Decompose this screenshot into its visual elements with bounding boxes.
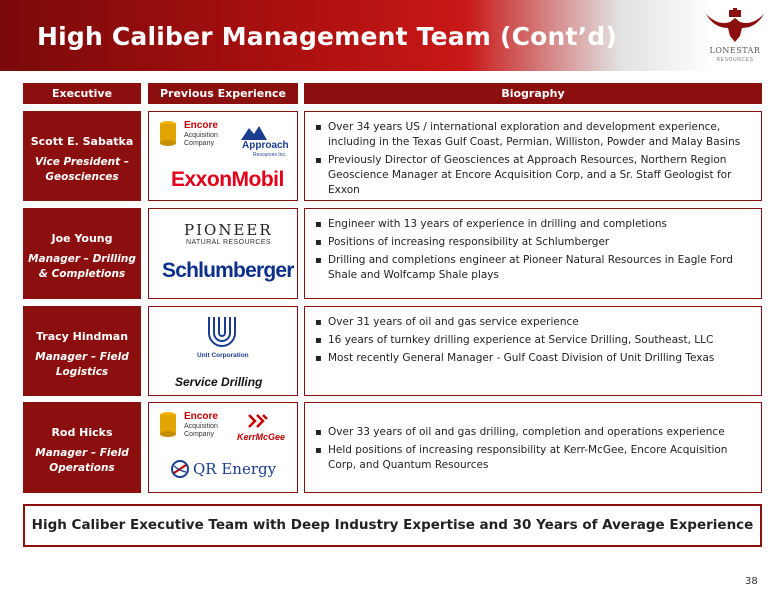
executive-cell bbox=[23, 208, 141, 299]
lonestar-logo bbox=[700, 8, 770, 66]
unit-corporation-emblem-icon bbox=[205, 315, 239, 349]
executive-cell bbox=[23, 306, 141, 396]
encore-logo: Encore bbox=[184, 120, 218, 131]
biography-item: ▪ Held positions of increasing responsibility at Kerr-McGee, Encore Acquisition Corp, and Quantum Resources bbox=[313, 443, 753, 473]
biography-item: ▪ 16 years of turnkey drilling experience at Service Drilling, Southeast, LLC bbox=[313, 333, 753, 348]
encore-sub-2: Company bbox=[184, 431, 214, 438]
executive-cell bbox=[23, 402, 141, 493]
biography-item: ▪ Positions of increasing responsibility at Schlumberger bbox=[313, 235, 753, 250]
biography-cell bbox=[304, 306, 762, 396]
logo-sub: RESOURCES bbox=[716, 57, 754, 63]
previous-experience-cell bbox=[148, 306, 298, 396]
biography-item: ▪ Over 34 years US / international exploration and development experience, including in the Texas Gulf Coast, Permian, Williston, Powder and Malay Basins bbox=[313, 120, 753, 150]
executive-title: Manager – Field Logistics bbox=[35, 351, 129, 378]
encore-barrel-icon bbox=[159, 411, 177, 437]
biography-item: ▪ Most recently General Manager - Gulf Coast Division of Unit Drilling Texas bbox=[313, 351, 753, 366]
pioneer-logo: PIONEER bbox=[184, 221, 273, 239]
pioneer-sub: NATURAL RESOURCES bbox=[186, 239, 271, 246]
column-header-biography: Biography bbox=[304, 83, 762, 104]
logo-name: LONESTAR bbox=[709, 46, 761, 55]
biography-item: ▪ Drilling and completions engineer at Pioneer Natural Resources in Eagle Ford Shale and Wolfcamp Shale plays bbox=[313, 253, 753, 283]
biography-item: ▪ Engineer with 13 years of experience in drilling and completions bbox=[313, 217, 753, 232]
longhorn-icon bbox=[700, 8, 770, 46]
kerrmcgee-mark-icon bbox=[247, 413, 269, 429]
schlumberger-logo: Schlumberger bbox=[162, 259, 294, 282]
biography-list bbox=[313, 425, 753, 473]
executive-cell bbox=[23, 111, 141, 201]
previous-experience-cell bbox=[148, 208, 298, 299]
unit-corporation-logo: Unit Corporation bbox=[197, 352, 249, 359]
encore-sub-1: Acquisition bbox=[184, 423, 218, 430]
column-header-executive: Executive bbox=[23, 83, 141, 104]
biography-item: ▪ Over 33 years of oil and gas drilling, completion and operations experience bbox=[313, 425, 753, 440]
encore-sub-2: Company bbox=[184, 140, 214, 147]
approach-sub: Resources Inc. bbox=[253, 152, 287, 158]
executive-name: Rod Hicks bbox=[51, 426, 113, 439]
executive-name: Tracy Hindman bbox=[35, 330, 129, 343]
approach-mountain-icon bbox=[241, 124, 267, 140]
biography-list bbox=[313, 315, 753, 366]
encore-barrel-icon bbox=[159, 120, 177, 146]
header-banner bbox=[0, 0, 776, 71]
biography-item: ▪ Over 31 years of oil and gas service experience bbox=[313, 315, 753, 330]
encore-sub-1: Acquisition bbox=[184, 132, 218, 139]
kerrmcgee-logo: KerrMcGee bbox=[237, 432, 286, 442]
exxonmobil-logo: ExxonMobil bbox=[171, 168, 284, 191]
page-title: High Caliber Management Team (Cont’d) bbox=[37, 22, 618, 51]
service-drilling-logo: Service Drilling bbox=[175, 375, 263, 389]
encore-logo: Encore bbox=[184, 411, 218, 422]
column-header-previous-experience: Previous Experience bbox=[148, 83, 298, 104]
biography-item: ▪ Previously Director of Geosciences at Approach Resources, Northern Region Geoscience Manager at Encore Acquisition Corp, and a Sr. Staff Geologist for Exxon bbox=[313, 153, 753, 198]
biography-list bbox=[313, 120, 753, 198]
approach-logo: Approach bbox=[242, 140, 289, 151]
page-number: 38 bbox=[745, 576, 758, 587]
executive-name: Joe Young bbox=[51, 232, 113, 245]
summary-banner: High Caliber Executive Team with Deep Industry Expertise and 30 Years of Average Experience bbox=[23, 504, 762, 547]
biography-list bbox=[313, 217, 753, 283]
executive-title: Vice President – Geosciences bbox=[34, 156, 130, 183]
previous-experience-cell bbox=[148, 111, 298, 201]
qr-energy-globe-icon bbox=[171, 460, 189, 478]
qr-energy-logo: QR Energy bbox=[193, 460, 277, 478]
previous-experience-cell bbox=[148, 402, 298, 493]
biography-cell bbox=[304, 208, 762, 299]
biography-cell bbox=[304, 402, 762, 493]
executive-name: Scott E. Sabatka bbox=[30, 135, 134, 148]
executive-title: Manager – Field Operations bbox=[35, 447, 129, 474]
biography-cell bbox=[304, 111, 762, 201]
executive-title: Manager – Drilling & Completions bbox=[28, 253, 136, 280]
